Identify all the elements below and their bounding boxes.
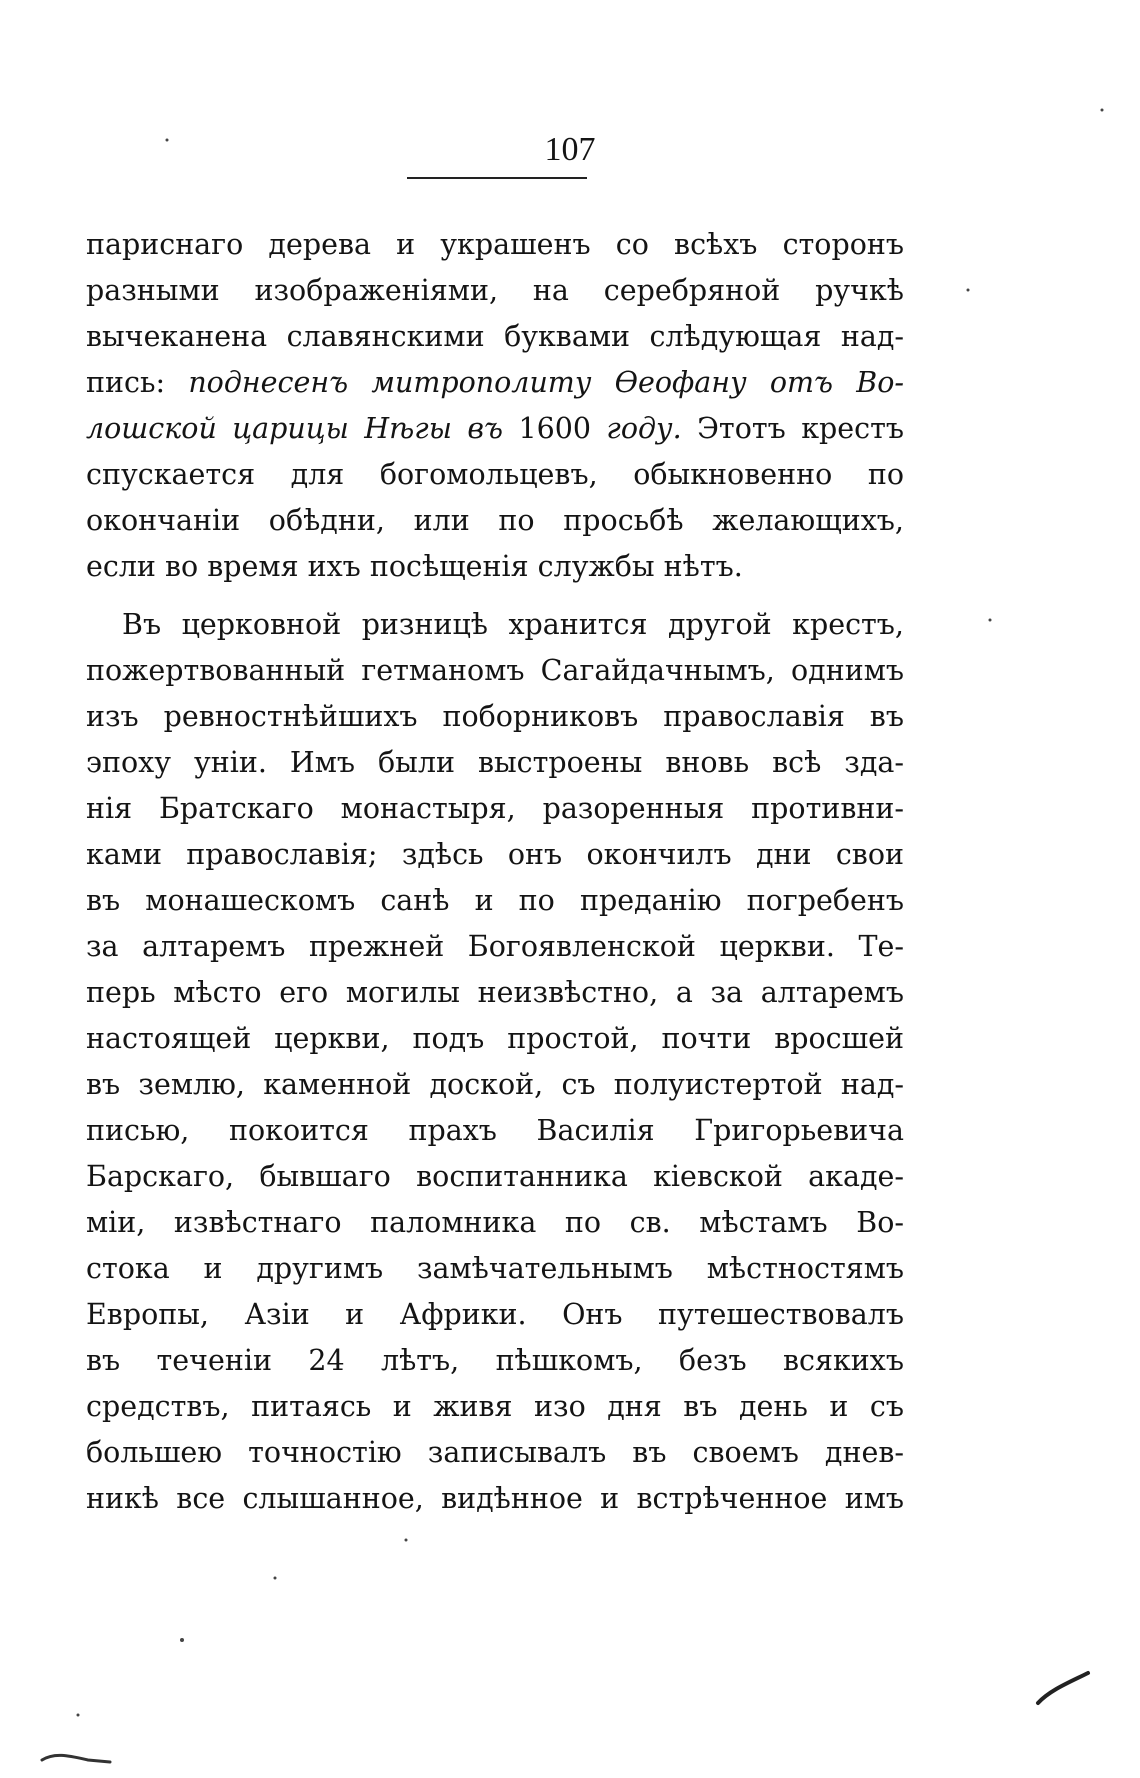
speck-mark xyxy=(180,1638,184,1642)
speck-mark xyxy=(989,619,992,622)
ink-smudge-mark xyxy=(42,1755,110,1762)
text-line: спускается для богомольцевъ, обыкновенно по xyxy=(86,458,904,491)
text-line: писью, покоится прахъ Василія Григорьевича xyxy=(86,1114,904,1147)
text-line: настоящей церкви, подъ простой, почти вросшей xyxy=(86,1022,904,1055)
text-line: изъ ревностнѣйшихъ поборниковъ православія въ xyxy=(86,700,904,733)
page-number: 107 xyxy=(544,131,596,168)
text-line: эпоху уніи. Имъ были выстроены вновь всѣ зда- xyxy=(86,746,904,779)
inscription-text: поднесенъ митрополиту Ѳеофану отъ Во- xyxy=(188,366,904,399)
text-line: средствъ, питаясь и живя изо дня въ день и съ xyxy=(86,1390,904,1423)
speck-mark xyxy=(1101,109,1104,112)
text-line: въ землю, каменной доской, съ полуистертой над- xyxy=(86,1068,904,1101)
text-line: въ монашескомъ санѣ и по преданію погребенъ xyxy=(86,884,904,917)
text-line: если во время ихъ посѣщенія службы нѣтъ. xyxy=(86,550,743,583)
speck-mark xyxy=(967,289,970,292)
text-line: Въ церковной ризницѣ хранится другой крестъ, xyxy=(122,608,904,641)
text-line: вычеканена славянскими буквами слѣдующая над- xyxy=(86,320,904,353)
text-line: въ теченіи 24 лѣтъ, пѣшкомъ, безъ всякихъ xyxy=(86,1344,904,1377)
text-line: нія Братскаго монастыря, разоренныя противни- xyxy=(86,792,904,825)
text-line: міи, извѣстнаго паломника по св. мѣстамъ Во- xyxy=(86,1206,904,1239)
body-text xyxy=(86,222,904,1522)
text-fragment: пись: xyxy=(86,366,189,399)
speck-mark xyxy=(77,1714,80,1717)
text-line: окончаніи обѣдни, или по просьбѣ желающихъ, xyxy=(86,504,904,537)
paragraph-1 xyxy=(86,222,904,590)
text-line: Барскаго, бывшаго воспитанника кіевской акаде- xyxy=(86,1160,904,1193)
text-line: за алтаремъ прежней Богоявленской церкви. Те- xyxy=(86,930,904,963)
page-number-rule xyxy=(407,177,587,179)
text-line: ками православія; здѣсь онъ окончилъ дни свои xyxy=(86,838,904,871)
text-fragment: Этотъ крестъ xyxy=(681,412,904,445)
text-line: Европы, Азіи и Африки. Онъ путешествовалъ xyxy=(86,1298,904,1331)
text-line xyxy=(86,360,904,406)
paragraph-2 xyxy=(86,602,904,1522)
text-line: париснаго дерева и украшенъ со всѣхъ сторонъ xyxy=(86,228,904,261)
speck-mark xyxy=(405,1539,408,1542)
text-line: стока и другимъ замѣчательнымъ мѣстностямъ xyxy=(86,1252,904,1285)
ink-stroke-mark xyxy=(1038,1673,1088,1703)
speck-mark xyxy=(274,1577,277,1580)
text-line: разными изображеніями, на серебряной ручкѣ xyxy=(86,274,904,307)
inscription-text: году. xyxy=(590,412,682,445)
inscription-text: лошской царицы Нѣгы въ xyxy=(86,412,519,445)
text-line: перь мѣсто его могилы неизвѣстно, а за алтаремъ xyxy=(86,976,904,1009)
text-line: пожертвованный гетманомъ Сагайдачнымъ, однимъ xyxy=(86,654,904,687)
text-line: большею точностію записывалъ въ своемъ днев- xyxy=(86,1436,904,1469)
text-line: никѣ все слышанное, видѣнное и встрѣченное имъ xyxy=(86,1482,904,1515)
text-line xyxy=(86,406,904,452)
inscription-year: 1600 xyxy=(518,412,591,445)
